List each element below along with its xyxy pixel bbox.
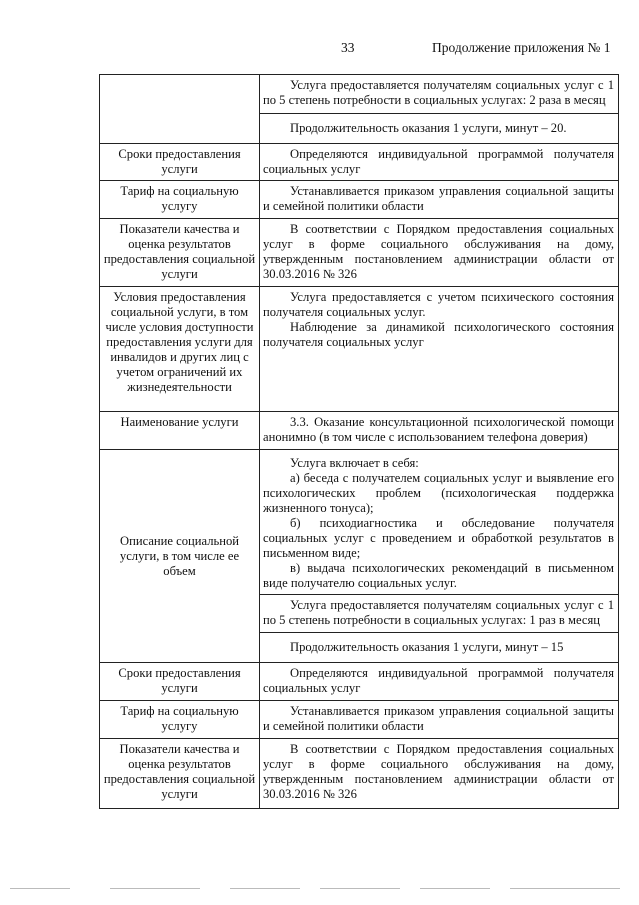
cell-paragraph: Услуга предоставляется с учетом психического состояния получателя социальных услуг. [263,290,614,319]
service-table [99,74,619,809]
cell-paragraph: а) беседа с получателем социальных услуг и выявление его психологических проблем (психологическая поддержка жизненного тонуса); [263,471,614,515]
cell-paragraph: Устанавливается приказом управления социальной защиты и семейной политики области [263,184,614,213]
table-cell [260,412,619,450]
page-number: 33 [341,40,355,55]
page-header [0,40,639,60]
appendix-caption: Продолжение приложения № 1 [432,40,611,55]
cell-paragraph: Устанавливается приказом управления социальной защиты и семейной политики области [263,704,614,733]
cell-paragraph: Продолжительность оказания 1 услуги, минут – 20. [290,121,567,135]
scan-line [420,888,490,889]
table-cell [260,144,619,181]
scan-line [320,888,400,889]
table-cell [260,75,619,114]
cell-paragraph: Услуга предоставляется получателям социальных услуг с 1 по 5 степень потребности в социальных услугах: 2 раза в месяц [263,78,614,107]
table-cell-label: Условия предоставления социальной услуги, в том числе условия доступности предоставления услуги для инвалидов и других лиц с учетом ограничений их жизнедеятельности [100,287,260,412]
table-cell [260,739,619,809]
table-row [100,287,619,412]
table-cell [260,663,619,701]
table-row [100,219,619,287]
table-cell-label: Тариф на социальную услугу [100,701,260,739]
cell-paragraph: Определяются индивидуальной программой получателя социальных услуг [263,147,614,176]
scan-line [110,888,200,889]
scan-artifact-lines [0,888,639,892]
cell-paragraph: В соответствии с Порядком предоставления социальных услуг в форме социального обслуживания на дому, утвержденным постановлением администрации области от 30.03.2016 № 326 [263,222,614,281]
cell-paragraph: В соответствии с Порядком предоставления социальных услуг в форме социального обслуживания на дому, утвержденным постановлением администрации области от 30.03.2016 № 326 [263,742,614,801]
table-cell [260,219,619,287]
scan-line [510,888,620,889]
table-cell [260,181,619,219]
table-row [100,144,619,181]
cell-paragraph: Определяются индивидуальной программой получателя социальных услуг [263,666,614,695]
table-row [100,450,619,595]
table-cell [260,450,619,595]
table-cell-label: Наименование услуги [100,412,260,450]
table-cell [260,595,619,633]
cell-paragraph: Продолжительность оказания 1 услуги, минут – 15 [290,640,564,654]
table-row [100,701,619,739]
table-cell-label: Показатели качества и оценка результатов предоставления социальной услуги [100,739,260,809]
table-row [100,181,619,219]
table-row [100,663,619,701]
table-cell-label: Сроки предоставления услуги [100,144,260,181]
table-row [100,739,619,809]
table-cell-empty [100,75,260,144]
table-cell-label: Показатели качества и оценка результатов предоставления социальной услуги [100,219,260,287]
table-cell [260,633,619,663]
cell-paragraph: 3.3. Оказание консультационной психологической помощи анонимно (в том числе с использованием телефона доверия) [263,415,614,444]
cell-paragraph: Услуга включает в себя: [290,456,419,470]
cell-paragraph: б) психодиагностика и обследование получателя социальных услуг с проведением и обработкой результатов в письменном виде; [263,516,614,560]
table-cell-label: Описание социальной услуги, в том числе ее объем [100,450,260,663]
table-cell [260,701,619,739]
scan-line [230,888,300,889]
table-cell [260,114,619,144]
table-cell-label: Сроки предоставления услуги [100,663,260,701]
cell-paragraph: Услуга предоставляется получателям социальных услуг с 1 по 5 степень потребности в социальных услугах: 1 раз в месяц [263,598,614,627]
table-cell-label: Тариф на социальную услугу [100,181,260,219]
cell-paragraph: в) выдача психологических рекомендаций в письменном виде получателю социальных услуг. [263,561,614,590]
table-row [100,75,619,114]
cell-paragraph: Наблюдение за динамикой психологического состояния получателя социальных услуг [263,320,614,349]
table-cell [260,287,619,412]
scan-line [10,888,70,889]
table-row [100,412,619,450]
